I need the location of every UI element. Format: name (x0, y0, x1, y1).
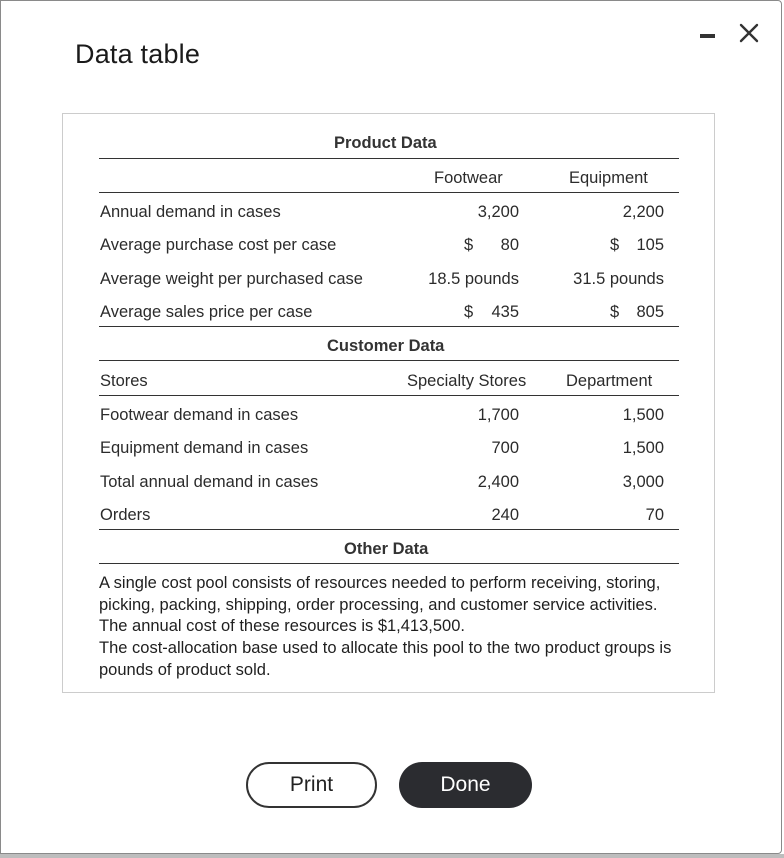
dialog-title: Data table (75, 39, 201, 69)
minimize-icon[interactable] (697, 21, 719, 45)
stores-label: Stores (100, 372, 148, 390)
currency-symbol: $ (464, 303, 474, 321)
equipment-purchase-cost: 105 (636, 236, 664, 254)
footwear-weight: 18.5 pounds (428, 270, 519, 288)
divider (99, 192, 679, 193)
divider (99, 326, 679, 327)
other-data-text (99, 573, 689, 682)
specialty-orders: 240 (491, 506, 519, 524)
specialty-footwear-demand: 1,700 (477, 406, 519, 424)
row-label: Equipment demand in cases (100, 439, 309, 457)
row-label: Average purchase cost per case (100, 236, 337, 254)
equipment-sales-price: 805 (636, 303, 664, 321)
currency-symbol: $ (610, 303, 620, 321)
divider (99, 563, 679, 564)
specialty-total-demand: 2,400 (477, 473, 519, 491)
row-label: Average weight per purchased case (100, 270, 363, 288)
customer-data-heading: Customer Data (327, 337, 445, 355)
customer-col-specialty: Specialty Stores (407, 372, 527, 390)
product-data-heading: Product Data (334, 134, 437, 152)
cost-pool-description: A single cost pool consists of resources needed to perform receiving, storing, picking, packing, shipping, order processing, and customer service activities. The annual cost of these resources is $1,413,500. (99, 574, 661, 636)
row-label: Orders (100, 506, 151, 524)
specialty-equipment-demand: 700 (491, 439, 519, 457)
print-button[interactable]: Print (246, 762, 377, 808)
divider (99, 395, 679, 396)
row-label: Total annual demand in cases (100, 473, 319, 491)
department-footwear-demand: 1,500 (622, 406, 664, 424)
divider (99, 529, 679, 530)
row-label: Footwear demand in cases (100, 406, 299, 424)
product-col-footwear: Footwear (434, 169, 503, 187)
equipment-weight: 31.5 pounds (573, 270, 664, 288)
row-label: Average sales price per case (100, 303, 313, 321)
department-orders: 70 (645, 506, 664, 524)
other-data-heading: Other Data (344, 540, 429, 558)
row-label: Annual demand in cases (100, 203, 281, 221)
dialog-shadow (0, 854, 784, 858)
close-icon[interactable] (737, 21, 761, 45)
equipment-annual-demand: 2,200 (622, 203, 664, 221)
department-total-demand: 3,000 (622, 473, 664, 491)
product-col-equipment: Equipment (569, 169, 648, 187)
customer-col-department: Department (566, 372, 653, 390)
footwear-annual-demand: 3,200 (477, 203, 519, 221)
allocation-base-description: The cost-allocation base used to allocate this pool to the two product groups is pounds of product sold. (99, 639, 672, 679)
done-button[interactable]: Done (399, 762, 532, 808)
currency-symbol: $ (610, 236, 620, 254)
footwear-purchase-cost: 80 (500, 236, 519, 254)
footwear-sales-price: 435 (491, 303, 519, 321)
department-equipment-demand: 1,500 (622, 439, 664, 457)
divider (99, 158, 679, 159)
currency-symbol: $ (464, 236, 474, 254)
divider (99, 360, 679, 361)
